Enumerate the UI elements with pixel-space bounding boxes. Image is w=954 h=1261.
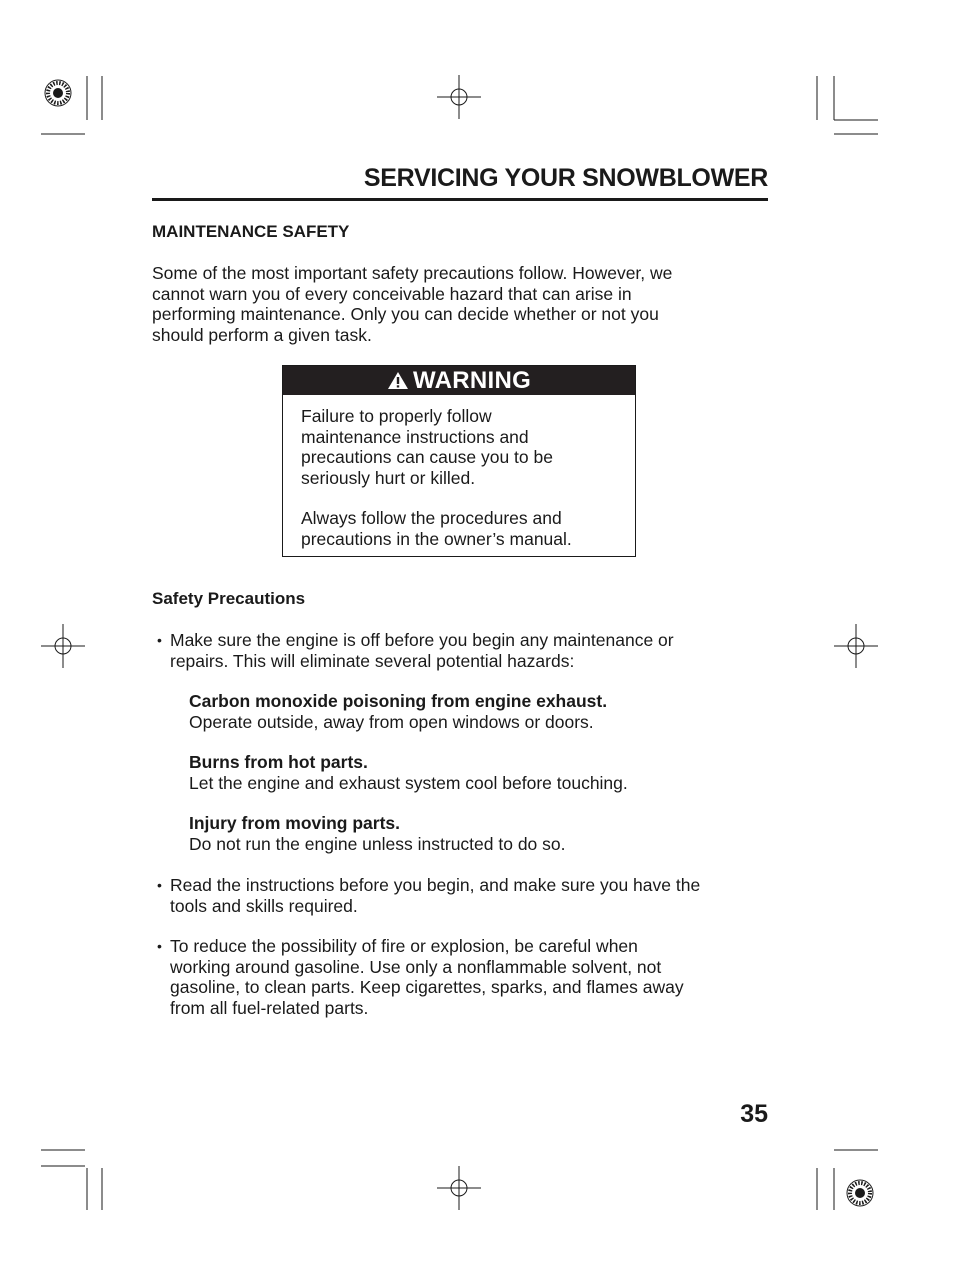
warning-line: maintenance instructions and [301,426,529,447]
intro-line: Some of the most important safety precautions follow. However, we [152,263,673,283]
hazard-title: Injury from moving parts. [189,813,400,833]
color-target-bottom-right [847,1180,873,1206]
maintenance-intro-paragraph [152,263,768,345]
warning-line: precautions can cause you to be [301,447,553,467]
hazard-text: Do not run the engine unless instructed to do so. [189,833,566,854]
intro-line: should perform a given task. [152,324,372,345]
bullet-line: repairs. This will eliminate several potential hazards: [170,650,575,671]
hazard-text: Operate outside, away from open windows or doors. [189,711,594,732]
bullet-marker: • [157,632,162,648]
bullet-text [170,630,770,671]
color-target-top-left [45,80,71,106]
bullet-marker: • [157,938,162,954]
bullet-line: working around gasoline. Use only a nonflammable solvent, not [170,956,662,977]
hazard-title: Burns from hot parts. [189,752,368,772]
intro-line: cannot warn you of every conceivable hazard that can arise in [152,283,632,304]
intro-line: performing maintenance. Only you can decide whether or not you [152,304,659,324]
bullet-marker: • [157,877,162,893]
bullet-line: Read the instructions before you begin, and make sure you have the [170,875,701,895]
safety-precautions-heading: Safety Precautions [152,589,306,608]
registration-mark-left [41,624,85,668]
registration-mark-bottom [437,1166,481,1210]
page-number: 35 [740,1100,768,1128]
bullet-line: from all fuel-related parts. [170,997,369,1018]
warning-header [283,366,635,395]
bullet-text [170,875,770,916]
hazard-carbon-monoxide [189,691,769,732]
hazard-moving-parts [189,813,769,854]
section-title-rule [152,198,768,201]
warning-box [282,365,636,557]
warning-line: precautions in the owner’s manual. [301,528,572,549]
hazard-burns [189,752,769,793]
bullet-line: tools and skills required. [170,895,358,916]
registration-mark-right [834,624,878,668]
warning-triangle-icon [387,371,409,390]
warning-line: Failure to properly follow [301,406,492,426]
bullet-text [170,936,770,1018]
warning-paragraph-1 [301,406,621,488]
hazard-text: Let the engine and exhaust system cool before touching. [189,772,628,793]
bullet-line: gasoline, to clean parts. Keep cigarettes, sparks, and flames away [170,977,684,997]
warning-title: WARNING [412,366,532,394]
warning-line: Always follow the procedures and [301,508,562,528]
warning-line: seriously hurt or killed. [301,467,476,488]
bullet-line: Make sure the engine is off before you begin any maintenance or [170,630,674,650]
registration-mark-top [437,75,481,119]
hazard-title: Carbon monoxide poisoning from engine exhaust. [189,691,608,711]
maintenance-safety-heading: MAINTENANCE SAFETY [152,222,350,241]
section-title: SERVICING YOUR SNOWBLOWER [363,164,768,192]
bullet-line: To reduce the possibility of fire or explosion, be careful when [170,936,638,956]
warning-paragraph-2 [301,508,621,549]
